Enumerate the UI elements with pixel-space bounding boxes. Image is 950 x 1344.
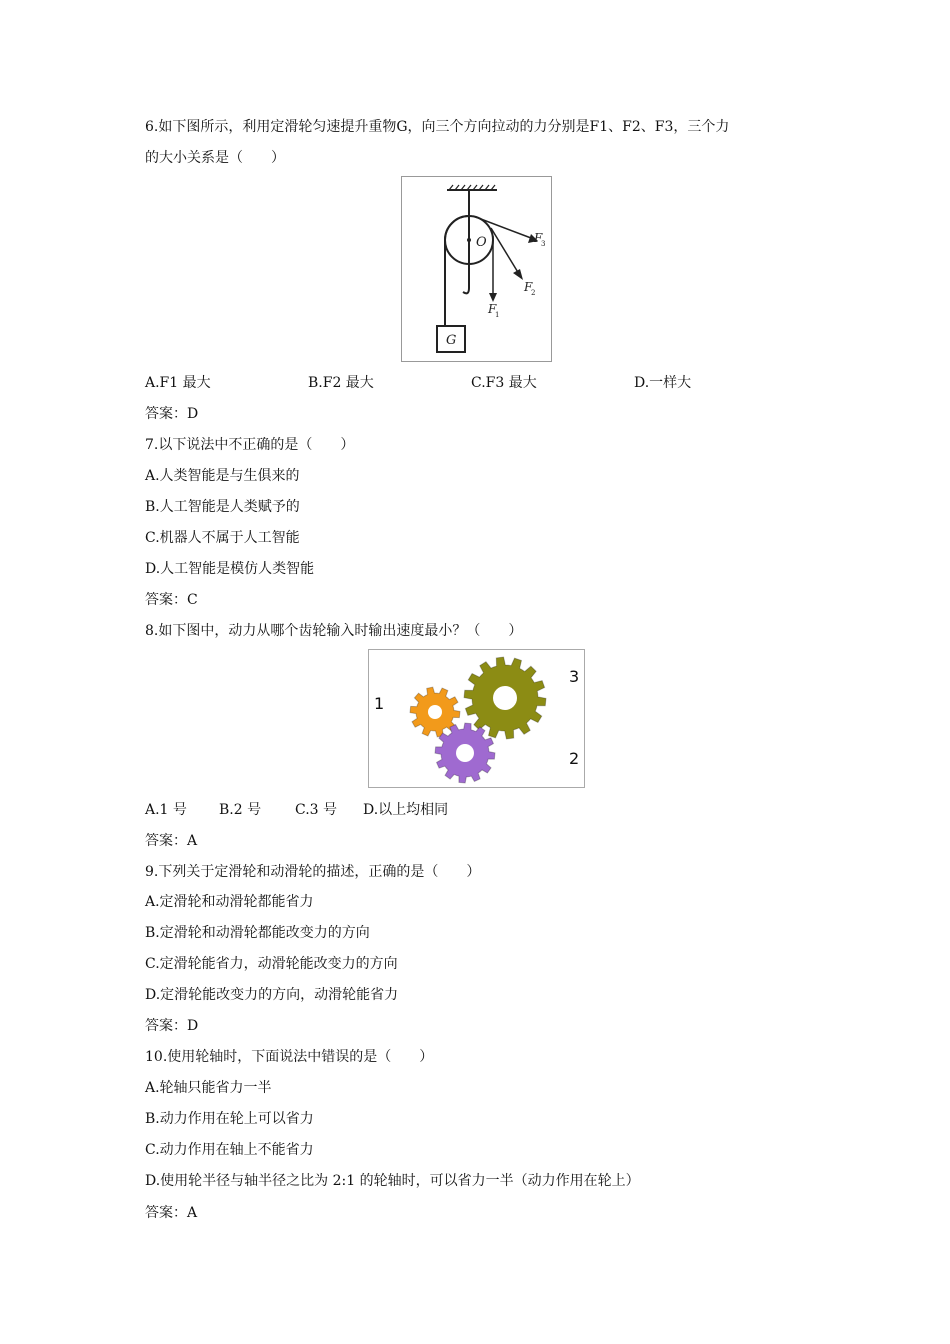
gear-label-1: 1 (374, 694, 385, 713)
q7-option-b: B.人工智能是人类赋予的 (145, 499, 300, 515)
q6-option-b: B.F2 最大 (308, 375, 374, 391)
q7-option-a: A.人类智能是与生俱来的 (145, 468, 300, 484)
weight-label: G (446, 333, 457, 348)
gear-3-large (464, 657, 546, 739)
q10-stem: 10.使用轮轴时，下面说法中错误的是（ ） (145, 1049, 434, 1065)
q7-answer: 答案：C (145, 592, 198, 608)
q7-stem: 7.以下说法中不正确的是（ ） (145, 437, 355, 453)
q9-option-a: A.定滑轮和动滑轮都能省力 (145, 894, 314, 910)
q8-option-d: D.以上均相同 (363, 802, 449, 818)
q6-answer: 答案：D (145, 406, 199, 422)
q10-option-a: A.轮轴只能省力一半 (145, 1080, 272, 1096)
gear-orange-hole (428, 705, 442, 719)
q8-option-b: B.2 号 (219, 802, 262, 818)
q7-option-d: D.人工智能是模仿人类智能 (145, 561, 315, 577)
force-f1-subscript: 1 (495, 311, 500, 319)
gear-label-3: 3 (569, 667, 580, 686)
q6-stem-line2: 的大小关系是（ ） (145, 150, 285, 166)
gear-olive-hole (493, 686, 517, 710)
pulley-center-label: O (476, 235, 487, 250)
q6-option-c: C.F3 最大 (471, 375, 537, 391)
q8-stem: 8.如下图中，动力从哪个齿轮输入时输出速度最小？（ ） (145, 623, 523, 639)
q6-option-d: D.一样大 (634, 375, 692, 391)
force-f2-subscript: 2 (531, 289, 536, 297)
q9-stem: 9.下列关于定滑轮和动滑轮的描述，正确的是（ ） (145, 864, 481, 880)
force-f2-label: F (524, 280, 533, 294)
force-f3-label: F (534, 231, 543, 245)
q8-option-a: A.1 号 (145, 802, 187, 818)
gear-label-2: 2 (569, 749, 580, 768)
q10-answer: 答案：A (145, 1205, 198, 1221)
q10-option-c: C.动力作用在轴上不能省力 (145, 1142, 314, 1158)
q6-stem-line1: 6.如下图所示，利用定滑轮匀速提升重物G，向三个方向拉动的力分别是F1、F2、F3，三个力 (145, 119, 730, 135)
gear-2-medium (435, 723, 495, 783)
pulley-figure (401, 176, 552, 362)
q9-option-b: B.定滑轮和动滑轮都能改变力的方向 (145, 925, 370, 941)
q7-option-c: C.机器人不属于人工智能 (145, 530, 300, 546)
gears-figure (368, 649, 585, 788)
gear-purple-hole (456, 744, 474, 762)
q10-option-b: B.动力作用在轮上可以省力 (145, 1111, 314, 1127)
q10-option-d: D.使用轮半径与轴半径之比为 2:1 的轮轴时，可以省力一半（动力作用在轮上） (145, 1173, 640, 1189)
force-f1-label: F (488, 302, 497, 316)
q9-answer: 答案：D (145, 1018, 199, 1034)
force-f3-subscript: 3 (541, 240, 546, 248)
q8-option-c: C.3 号 (295, 802, 338, 818)
q9-option-d: D.定滑轮能改变力的方向，动滑轮能省力 (145, 987, 399, 1003)
q6-option-a: A.F1 最大 (145, 375, 211, 391)
q9-option-c: C.定滑轮能省力，动滑轮能改变力的方向 (145, 956, 398, 972)
q8-answer: 答案：A (145, 833, 198, 849)
